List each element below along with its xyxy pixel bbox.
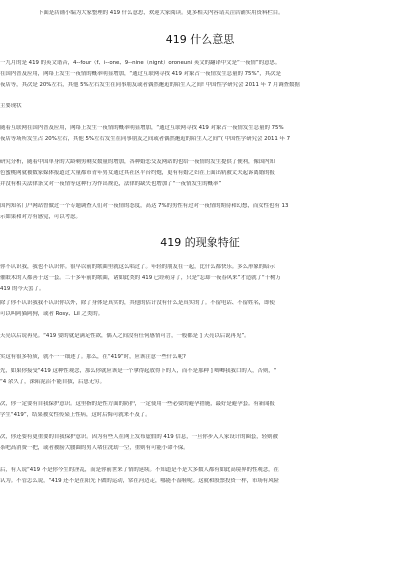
- sec11-line: 茶吧高消费一把，或者被膀大腰圆的男人堵住洗劫一空，重则有可能小命不保。: [0, 445, 189, 451]
- sec3-line: 色蜜桃网就被数家媒体报道过大量都市青年男女通过其社区平台约炮，更有有婚之妇在上面出轨被丈夫起诉离婚的报: [0, 170, 275, 176]
- title-419-meaning: 419 什么意思: [165, 33, 235, 46]
- sec5-line: 催眠术的人都善于这一套。二十多年前的歌曲，诸如此类的 419 已经萌芽了，只是“忘却一夜春风来”才造就了“千树万: [0, 275, 281, 281]
- sec3-line: 并没有相关法律条文对一夜情等这种行为作出规范，法律的缺失也增加了“一夜情发生的概率”: [0, 181, 222, 187]
- sec12-line: 认为。不管怎么说，“419 还不是在阳光下做的运动，常在河边走，哪能不湿鞋呢。这就和股票投资一样，市场有风险: [0, 478, 279, 484]
- sec6-line: 除了你不认识我我不认识你以外，除了身体是真实的，其他的估计没有什么是真实的了。不留电话、不留姓名，即使: [0, 300, 275, 306]
- title-phenomenon-features: 419 的现象特征: [160, 236, 240, 249]
- sec9-line: “4 余久了，深陷泥沼不能自拔，后患无穷。: [0, 379, 105, 385]
- sec11-line: 次，你还要有更重要的自我保护意识。因为有些人在网上发布虚假的 419 信息，一旦你步入人家设计的圈套，轻则被: [0, 434, 278, 440]
- sec9-line: 先，如果你接受“419 这种性观念，那么你就应该是一个拿得起放得下的人，而不是那种 ] 唧唧我我口的人，否则，“: [0, 368, 277, 374]
- sec5-line: 419 的今天罢了。: [0, 286, 45, 292]
- sec5-line: 你不认识我，我也不认识你。很早以前的歌曲里就这么唱过了。年轻的朋友在一起，比什么都快乐。多么形象的暗示: [0, 264, 275, 270]
- sec1-line: 夜店等，其次是 20%左右，其他 5%左右发生在同事朋友或者偶然邂逅的陌生人之间! 中国性学研究会 2011 年 7 月调查数据: [0, 82, 300, 88]
- intro-text: 下面是店铺小编为大家整理的 419 什么意思，欢迎大家阅读。更多相关内容请关注店铺实用资料栏目。: [38, 10, 284, 16]
- sec3-line: 研究分析，随着中国单身的大龄剩男剩女数量的增加，各种婚恋交友网站的也给一夜情的发生提供了便利，像国内知: [0, 159, 275, 165]
- sec2-line: 随着互联网在国内普及应用，网络上发生一夜情的概率明显增加，“通过互联网寻找 419 对象占一夜情发生总量的 75%: [0, 125, 284, 131]
- sec10-line: 次，你一定要有自我保护意识。这里指的是性方面的防护，一定使用一些必要的避孕措施，最好是避孕套。有新闻报: [0, 401, 275, 407]
- sec1-line: 一九月的是 419 的英文谐音，4--four（f、i--one、9--nine（nignt）oroneuni 英文的翻译中文是“一夜情”的意思。: [0, 60, 281, 66]
- sec7-line: 天亮以后说再见。“419 要的就是满足性欲，偶人之间没有任何感情可言，一般都是 ] 天亮以后说再见”。: [0, 333, 250, 339]
- section-label: 主要现状: [0, 103, 22, 109]
- sec1-line: 在国内普及应用，网络上发生一夜情的概率明显增加，“通过互联网寻找 419 对象占一夜情发生总量的 75%”，其次是: [0, 71, 281, 77]
- sec12-line: 后，有人说“419 不是你今生的淫乱，而是你前世来了情的延续。不知道是不是大多数人都有如此高境界的性观念，在: [0, 467, 279, 473]
- sec4-line: 国内知名门户网站曾做过一个专题调查人们对一夜情的态度，高达 7%的男性有过对一夜情的期待和幻想，而女性也有 13: [0, 203, 289, 209]
- sec10-line: 学生“419”，结果被女性传染上性病，这时后悔可就来不及了。: [0, 412, 151, 418]
- sec4-line: 示如果和对方有感觉，可以考虑。: [0, 214, 81, 220]
- sec6-line: 可以叫阿猫阿狗，或者 Rosy、Lil 之类的。: [0, 311, 104, 317]
- sec2-line: 夜店等场所发生占 20%左右，其他 5%左右发生在同事朋友之间或者偶然邂逅的陌生人之间”( 中国性学研究会 2011 年 7: [0, 136, 291, 142]
- sec8-line: 实这有很多特质，就不一一细述了。那么，在“419”时，应该注意一些什么呢?: [0, 354, 186, 360]
